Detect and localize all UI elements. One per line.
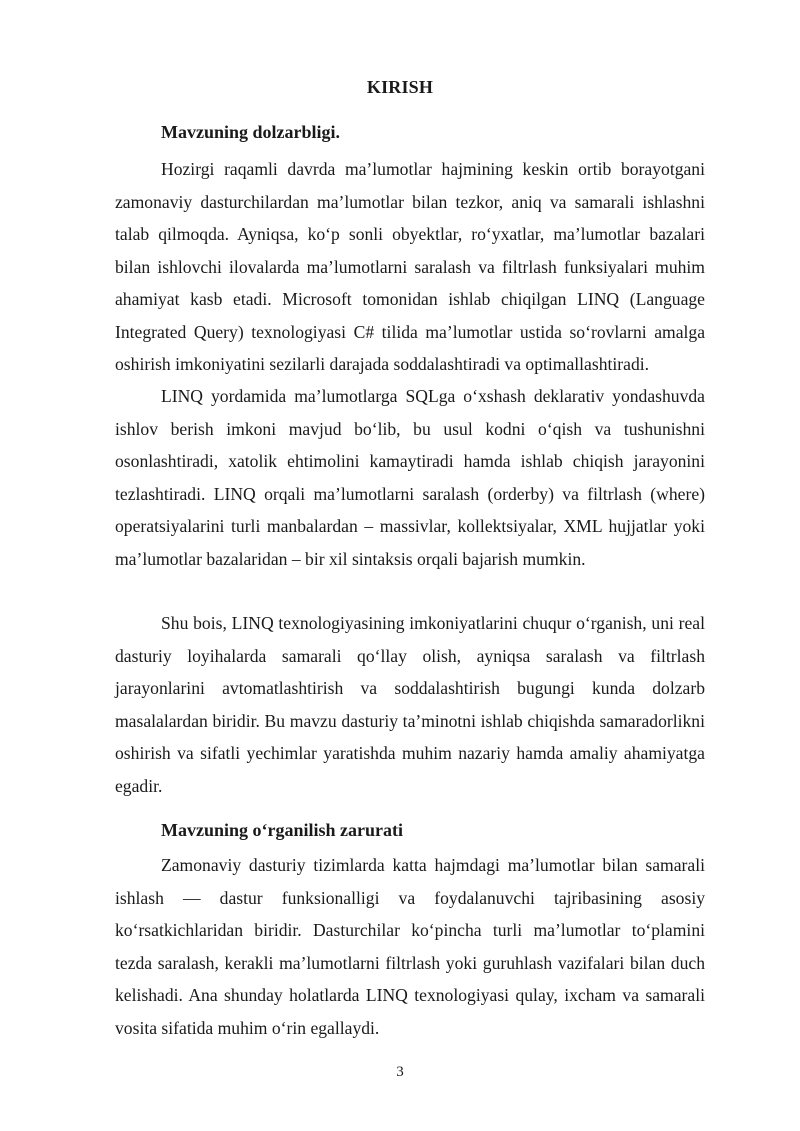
paragraph-necessity-1: Zamonaviy dasturiy tizimlarda katta hajmdagi ma’lumotlar bilan samarali ishlash — dastur funksionalligi va foydalanuvchi tajribasining asosiy ko‘rsatkichlaridan biridir. Dasturchilar ko‘pincha turli ma’lumotlar to‘plamini tezda saralash, kerakli ma’lumotlarni filtrlash yoki guruhlash vazifalari bilan duch kelishadi. Ana shunday holatlarda LINQ texnologiyasi qulay, ixcham va samarali vosita sifatida muhim o‘rin egallaydi. — [115, 855, 705, 1038]
paragraph-relevance-1: Hozirgi raqamli davrda ma’lumotlar hajmining keskin ortib borayotgani zamonaviy dasturchilardan ma’lumotlar bilan tezkor, aniq va samarali ishlashni talab qilmoqda. Ayniqsa, ko‘p sonli obyektlar, ro‘yxatlar, ma’lumotlar bazalari bilan ishlovchi ilovalarda ma’lumotlarni saralash va filtrlash funksiyalari muhim ahamiyat kasb etadi. Microsoft tomonidan ishlab chiqilgan LINQ (Language Integrated Query) texnologiyasi C# tilida ma’lumotlar ustida so‘rovlarni amalga oshirish imkoniyatini sezilarli darajada soddalashtiradi va optimallashtiradi. — [115, 159, 705, 374]
document-title: KIRISH — [366, 77, 434, 97]
paragraph-relevance-2: LINQ yordamida ma’lumotlarga SQLga o‘xshash deklarativ yondashuvda ishlov berish imkoni mavjud bo‘lib, bu usul kodni o‘qish va tushunishni osonlashtiradi, xatolik ehtimolini kamaytiradi hamda ishlab chiqish jarayonini tezlashtiradi. LINQ orqali ma’lumotlarni saralash (orderby) va filtrlash (where) operatsiyalarini turli manbalardan – massivlar, kollektsiyalar, XML hujjatlar yoki ma’lumotlar bazalaridan – bir xil sintaksis orqali bajarish mumkin. — [115, 386, 705, 569]
section-heading-necessity: Mavzuning o‘rganilish zarurati — [161, 820, 403, 840]
paragraph-relevance-3: Shu bois, LINQ texnologiyasining imkoniyatlarini chuqur o‘rganish, uni real dasturiy loyihalarda samarali qo‘llay olish, ayniqsa saralash va filtrlash jarayonlarini avtomatlashtirish va soddalashtirish bugungi kunda dolzarb masalalardan biridir. Bu mavzu dasturiy ta’minotni ishlab chiqishda samaradorlikni oshirish va sifatli yechimlar yaratishda muhim nazariy hamda amaliy ahamiyatga egadir. — [115, 613, 705, 796]
page-number: 3 — [396, 1064, 404, 1080]
section-heading-relevance: Mavzuning dolzarbligi. — [161, 122, 341, 142]
